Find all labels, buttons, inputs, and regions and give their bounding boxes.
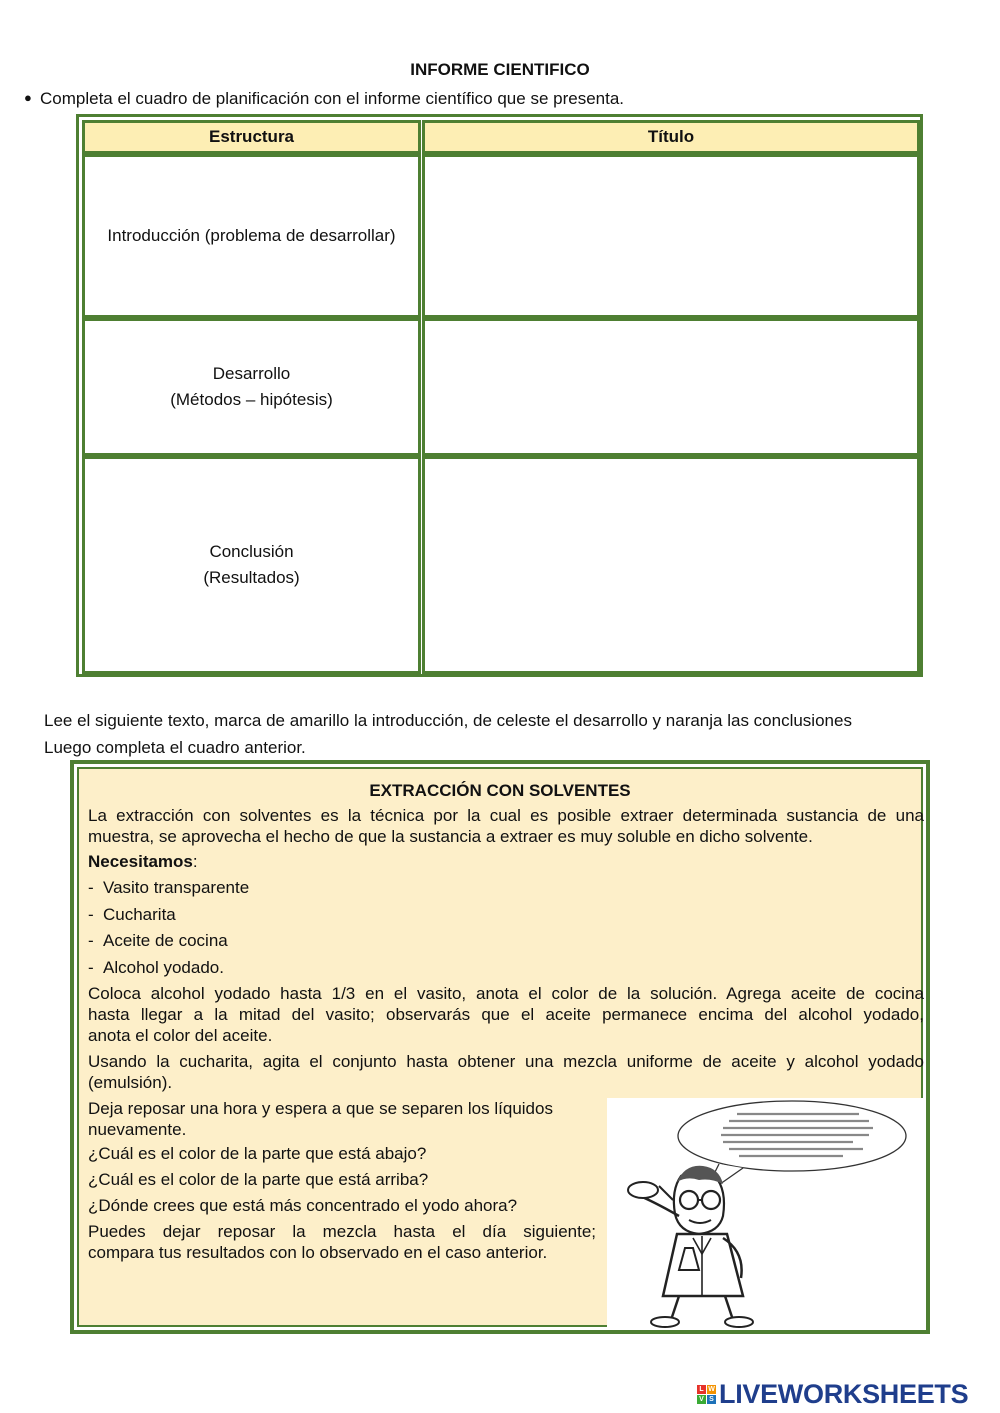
material-item: - Aceite de cocina [88,931,228,950]
row-label-line: (Métodos – hipótesis) [170,390,333,409]
bullet-icon: ● [24,90,32,105]
material-item: - Vasito transparente [88,878,250,897]
text-line: Coloca alcohol yodado hasta 1/3 en el vasito, anota el color de la solución. Agrega aceite de cocina [88,984,924,1003]
needs-heading [88,852,198,872]
brand-name: LIVEWORKSHEETS [719,1378,969,1409]
row-label-line: Introducción (problema de desarrollar) [107,226,396,245]
step2-paragraph[interactable] [88,1051,924,1093]
planning-table [76,114,923,677]
needs-label: Necesitamos [88,852,193,871]
material-text: Aceite de cocina [103,931,228,950]
text-line: muestra, se aprovecha el hecho de que la sustancia a extraer es muy soluble en dicho solvente. [88,827,813,846]
text-line: nuevamente. [88,1120,187,1139]
reading-instruction-line: Lee el siguiente texto, marca de amarillo la introducción, de celeste el desarrollo y naranja las conclusiones [44,711,852,730]
scientist-drawing [607,1098,923,1328]
scientist-illustration [607,1098,923,1328]
material-item: - Cucharita [88,905,176,924]
needs-colon: : [192,852,198,871]
reading-box [70,760,930,1334]
step3-paragraph[interactable] [88,1098,596,1140]
liveworksheets-brand [697,1378,968,1410]
step4-paragraph[interactable] [88,1221,596,1263]
row-label-desarrollo [82,318,421,456]
material-text: Alcohol yodado. [103,958,224,977]
text-line: hasta llegar a la mitad del vasito; observarás que el aceite permanece encima del alcohol yodado, [88,1005,924,1024]
row-label-introduccion [82,154,421,318]
reading-instruction [44,707,944,761]
liveworksheets-logo-icon [697,1385,716,1404]
logo-letter: V [697,1395,706,1404]
answer-cell-desarrollo[interactable] [422,318,920,456]
row-label-conclusion [82,456,421,674]
row-label-line: Desarrollo [212,364,291,383]
material-text: Cucharita [103,905,176,924]
material-item: - Alcohol yodado. [88,958,224,977]
intro-paragraph[interactable] [88,805,924,847]
text-line: Usando la cucharita, agita el conjunto hasta obtener una mezcla uniforme de aceite y alcohol yodado [88,1052,924,1071]
logo-letter: S [707,1395,716,1404]
answer-cell-introduccion[interactable] [422,154,920,318]
step1-paragraph[interactable] [88,983,924,1046]
question[interactable]: ¿Dónde crees que está más concentrado el yodo ahora? [88,1196,518,1215]
reading-title: EXTRACCIÓN CON SOLVENTES [369,781,631,800]
text-line: Deja reposar una hora y espera a que se separen los líquidos [88,1099,553,1118]
page-title: INFORME CIENTIFICO [410,60,590,79]
logo-letter: L [697,1385,706,1394]
text-line: (emulsión). [88,1073,173,1092]
reading-box-inner [77,767,923,1327]
text-line: La extracción con solventes es la técnica por la cual es posible extraer determinada sustancia de una [88,806,924,825]
material-text: Vasito transparente [103,878,250,897]
logo-letter: W [708,1385,715,1393]
instruction-text: Completa el cuadro de planificación con el informe científico que se presenta. [40,89,625,108]
row-label-line: (Resultados) [203,568,300,587]
question[interactable]: ¿Cuál es el color de la parte que está arriba? [88,1170,429,1189]
text-line: Puedes dejar reposar la mezcla hasta el día siguiente; [88,1222,596,1241]
question[interactable]: ¿Cuál es el color de la parte que está abajo? [88,1144,427,1163]
header-titulo: Título [422,120,920,154]
reading-instruction-line: Luego completa el cuadro anterior. [44,738,306,757]
row-label-line: Conclusión [209,542,294,561]
answer-cell-conclusion[interactable] [422,456,920,674]
text-line: anota el color del aceite. [88,1026,273,1045]
instruction-line [24,89,624,109]
header-estructura: Estructura [82,120,421,154]
text-line: compara tus resultados con lo observado en el caso anterior. [88,1243,548,1262]
